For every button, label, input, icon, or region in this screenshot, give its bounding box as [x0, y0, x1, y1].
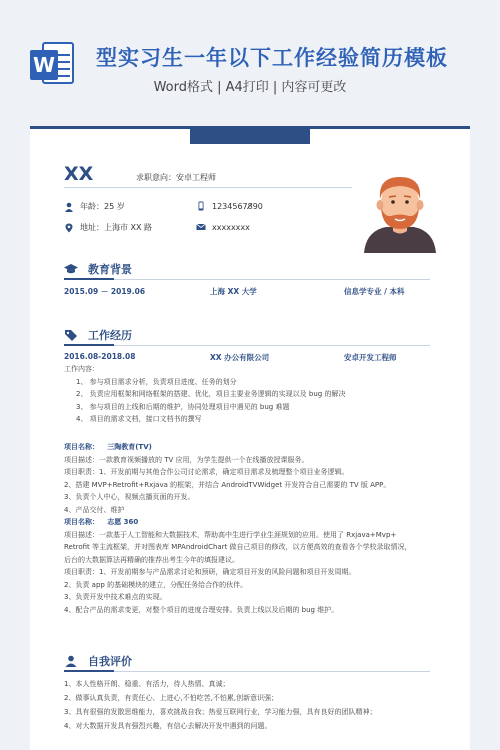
self-title-text: 自我评价 — [88, 655, 132, 668]
work-content-label: 工作内容： — [64, 365, 99, 373]
education-section-title — [64, 261, 132, 277]
self-divider — [64, 671, 430, 672]
project-1-label: 项目名称： — [64, 443, 99, 451]
education-divider — [64, 279, 430, 280]
phone-info — [196, 201, 263, 211]
banner-subtitle: Word格式 | A4打印 | 内容可更改 — [153, 80, 347, 95]
list-item: 3、 参与项目的上线和后期的维护，协同处理项目中遇见的 bug 难题 — [76, 402, 290, 411]
person-icon — [64, 655, 78, 667]
list-item: 项目职责：1、开发前期参与产品需求讨论和预研，确定项目开发的风险问题和项目开发周期。 — [64, 568, 356, 576]
list-item: 后台的大数据算法再精确的推荐出考生今年的填报建议。 — [64, 555, 239, 564]
education-school: 上海 XX 大学 — [210, 287, 257, 296]
list-item: 1、本人性格开朗、稳重、有活力，待人热情、真诚； — [64, 680, 230, 688]
work-row — [64, 352, 430, 361]
list-item: 项目职责：1、开发前期与其他合作公司讨论需求，确定项目需求及梳理整个项目业务逻辑。 — [64, 468, 349, 476]
header-divider — [64, 187, 352, 188]
email-info — [196, 222, 250, 232]
phone-text: 12345678̸90 — [212, 201, 263, 211]
work-company: XX 办公有限公司 — [210, 353, 270, 362]
address-info — [64, 222, 152, 233]
graduation-cap-icon — [64, 263, 78, 275]
list-item: 4、配合产品的需求变更，对整个项目的进度合理安排。负责上线以及后期的 bug 维护。 — [64, 605, 339, 614]
word-icon: W — [30, 40, 76, 88]
resume-paper — [30, 126, 470, 750]
self-content — [64, 677, 376, 733]
work-period: 2016.08-2018.08 — [64, 352, 136, 361]
project-2-heading — [64, 516, 412, 529]
candidate-name: XX — [64, 163, 94, 185]
project-2-name: 志愿 360 — [107, 518, 139, 526]
project-1 — [64, 441, 390, 516]
email-text: xxxxxxxx — [212, 222, 250, 232]
list-item: 2、负责 app 的基础模块的建立，分配任务给合作的伙伴。 — [64, 580, 248, 589]
avatar — [360, 169, 440, 253]
work-divider — [64, 345, 430, 346]
work-position: 安卓开发工程师 — [344, 353, 397, 362]
project-1-heading — [64, 441, 390, 454]
list-item: 3、负责开发中技术难点的实现。 — [64, 593, 167, 601]
tag-icon — [64, 329, 78, 341]
work-section-title — [64, 327, 132, 343]
list-item: 2、搭建 MVP+Retrofit+Rxjava 的框架，并结合 AndroidTVWidget 开发符合自己需要的 TV 版 APP。 — [64, 480, 391, 489]
list-item: 项目描述：一款基于人工智能和大数据技术，帮助高中生进行学业生涯规划的应用。使用了 Rxjava+Mvp+ — [64, 530, 397, 539]
banner-title: 型实习生一年以下工作经验简历模板 — [96, 46, 448, 70]
age-text: 年龄：25 岁 — [80, 202, 125, 211]
age-info — [64, 201, 125, 212]
list-item: 2、做事认真负责，有责任心、上进心,不怕吃苦,不怕累,创新意识强； — [64, 694, 279, 702]
list-item: 1、 参与项目需求分析，负责项目进度、任务的划分 — [76, 377, 237, 386]
person-icon — [64, 202, 74, 212]
list-item: 4、对大数据开发具有强烈兴趣，有信心去解决开发中遇到的问题。 — [64, 722, 272, 730]
email-icon — [196, 222, 206, 232]
project-2 — [64, 516, 412, 616]
list-item: 3、具有很强的发散思维能力，喜欢挑战自我；热爱互联网行业，学习能力强，具有良好的团队精神； — [64, 708, 377, 716]
job-intent: 求职意向：安卓工程师 — [136, 173, 216, 182]
list-item: 2、 负责应用框架和网络框架的搭建、优化，项目主要业务逻辑的实现以及 bug 的解决 — [76, 390, 346, 398]
header-tab — [190, 126, 310, 144]
list-item: Retrofit 等主流框架，并对图表库 MPAndroidChart 做自己项目的修改，以方便高效的查看各个学校录取情况， — [64, 543, 412, 551]
education-title-text: 教育背景 — [88, 263, 132, 276]
phone-icon — [196, 201, 206, 211]
list-item: 4、 项目的需求文档，接口文档书的撰写 — [76, 415, 202, 423]
list-item: 4、产品交付、维护 — [64, 505, 125, 514]
self-section-title — [64, 653, 132, 669]
list-item: 项目描述：一款教育视频播放的 TV 应用，为学生提供一个在线播放授课服务。 — [64, 455, 309, 464]
location-icon — [64, 223, 74, 233]
address-text: 地址：上海市 XX 路 — [80, 223, 153, 232]
work-title-text: 工作经历 — [88, 329, 132, 342]
banner — [0, 0, 500, 118]
list-item: 3、负责个人中心，视频点播页面的开发。 — [64, 493, 195, 501]
work-content — [64, 363, 345, 426]
education-row — [64, 286, 430, 297]
project-2-label: 项目名称： — [64, 518, 99, 526]
education-major: 信息学专业 / 本科 — [344, 287, 405, 296]
project-1-name: 三陶教育(TV) — [107, 443, 152, 451]
education-period: 2015.09 － 2019.06 — [64, 287, 146, 296]
